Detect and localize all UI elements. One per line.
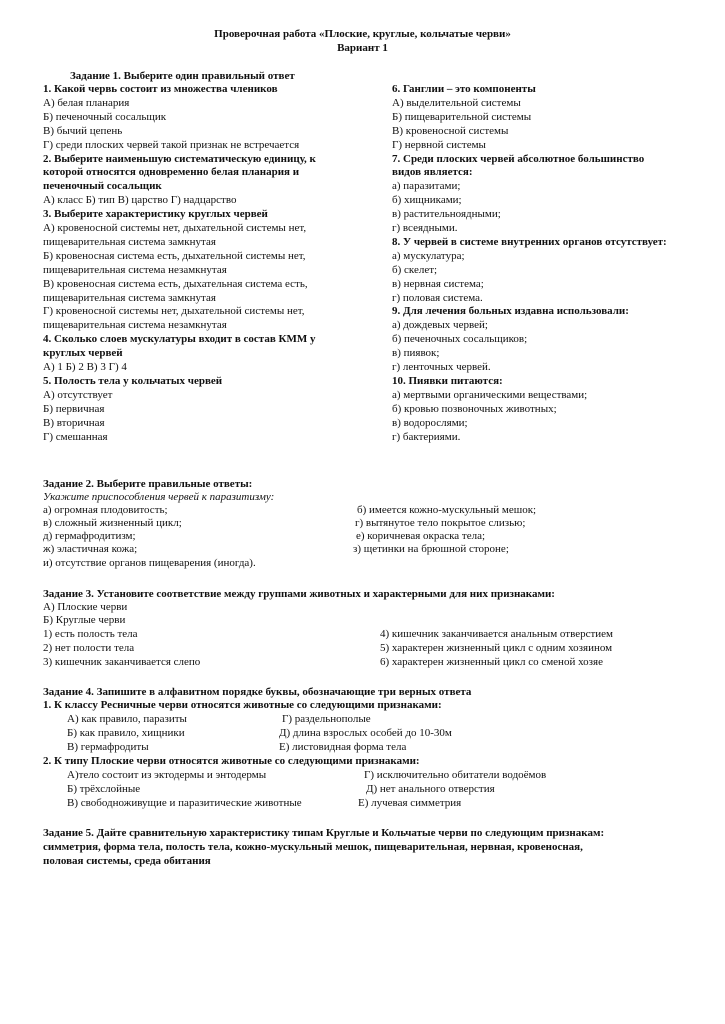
task4-heading: Задание 4. Запишите в алфавитном порядке буквы, обозначающие три верных ответа [43, 686, 472, 698]
task1-left-line: А) отсутствует [43, 388, 113, 401]
task1-right-line: г) бактериями. [392, 430, 461, 443]
variant-label: Вариант 1 [337, 42, 388, 54]
task1-left-line: пищеварительная система незамкнутая [43, 319, 227, 332]
task1-left-line: Б) кровеносная система есть, дыхательной системы нет, [43, 249, 306, 262]
task1-right-line: 10. Пиявки питаются: [392, 374, 503, 387]
task2-subheading: Укажите приспособления червей к паразитизму: [43, 491, 275, 503]
task1-right-line: Б) пищеварительной системы [392, 110, 532, 123]
task3-feature-2: 2) нет полости тела [43, 642, 135, 654]
task2-option-b: б) имеется кожно-мускульный мешок; [357, 504, 537, 516]
task1-left-line: В) вторичная [43, 416, 105, 429]
task1-left-line: 3. Выберите характеристику круглых червей [43, 208, 268, 221]
task3-heading: Задание 3. Установите соответствие между группами животных и характерными для них признаками: [43, 588, 555, 600]
task4-q1-option-d: Д) длина взрослых особей до 10-30м [279, 727, 452, 739]
task1-left-line: А) класс Б) тип В) царство Г) надцарство [43, 194, 237, 207]
task4-q1-option-b: Б) как правило, хищники [67, 727, 185, 739]
task1-left-line: А) белая планария [43, 96, 130, 109]
task3-feature-6: 6) характерен жизненный цикл со сменой хозяе [380, 656, 603, 668]
task1-right-line: 6. Ганглии – это компоненты [392, 83, 536, 95]
task1-right-line: в) пиявок; [392, 347, 440, 360]
task1-right-line: б) скелет; [392, 263, 438, 276]
task1-left-line: 2. Выберите наименьшую систематическую единицу, к [43, 152, 316, 165]
task1-left-line: круглых червей [43, 347, 123, 360]
task1-right-line: г) ленточных червей. [392, 361, 491, 373]
task3-group-b: Б) Круглые черви [43, 614, 126, 626]
task1-right-line: 9. Для лечения больных издавна использовали: [392, 305, 629, 318]
task1-right-line: а) мертвыми органическими веществами; [392, 388, 588, 401]
task2-option-z: з) щетинки на брюшной стороне; [353, 543, 509, 555]
task1-right-line: Г) нервной системы [392, 138, 486, 151]
task4-q2-option-d: Д) нет анального отверстия [366, 783, 495, 795]
task1-left-line: Г) среди плоских червей такой признак не встречается [43, 138, 300, 151]
task4-q2-option-e: Е) лучевая симметрия [358, 797, 462, 809]
task4-q1-option-g: Г) раздельнополые [282, 713, 371, 725]
task4-q2-option-b: Б) трёхслойные [67, 783, 141, 795]
task1-left-line: Б) первичная [43, 402, 105, 415]
task1-right-line: б) кровью позвоночных животных; [392, 402, 557, 415]
task2-option-e: е) коричневая окраска тела; [356, 530, 486, 542]
task3-feature-3: 3) кишечник заканчивается слепо [43, 656, 201, 668]
task1-left-line: 4. Сколько слоев мускулатуры входит в состав КММ у [43, 333, 316, 346]
task5-line-3: половая системы, среда обитания [43, 855, 211, 867]
task2-option-d: д) гермафродитизм; [43, 530, 136, 542]
task3-feature-1: 1) есть полость тела [43, 628, 138, 640]
task1-left-line: В) бычий цепень [43, 124, 123, 137]
task4-q2-option-a: А)тело состоит из эктодермы и энтодермы [67, 769, 267, 781]
task1-right-line: а) мускулатура; [392, 249, 465, 262]
task1-right-line: в) нервная система; [392, 277, 484, 290]
task1-right-line: г) всеядными. [392, 222, 458, 234]
task5-heading: Задание 5. Дайте сравнительную характеристику типам Круглые и Кольчатые черви по следующим признакам: [43, 827, 605, 839]
task1-left-line: Б) печеночный сосальщик [43, 110, 167, 123]
task1-right-line: б) хищниками; [392, 194, 462, 207]
task1-right-line: а) паразитами; [392, 180, 461, 193]
task1-right-line: В) кровеносной системы [392, 124, 509, 137]
task1-left-line: Г) кровеносной системы нет, дыхательной системы нет, [43, 305, 305, 318]
task1-right-line: видов является: [392, 166, 473, 179]
task1-left-line: 5. Полость тела у кольчатых червей [43, 374, 223, 387]
task1-left-line: печеночный сосальщик [43, 180, 162, 193]
task1-left-line: пищеварительная система замкнутая [43, 235, 216, 248]
task2-option-v: в) сложный жизненный цикл; [43, 517, 182, 529]
task1-right-line: а) дождевых червей; [392, 319, 488, 332]
task3-group-a: А) Плоские черви [43, 601, 128, 613]
task4-q1-option-e: Е) листовидная форма тела [279, 741, 407, 753]
task1-left-line: Г) смешанная [43, 430, 108, 443]
task1-left-line: А) 1 Б) 2 В) 3 Г) 4 [43, 361, 127, 373]
task3-feature-5: 5) характерен жизненный цикл с одним хозяином [380, 642, 613, 654]
task3-feature-4: 4) кишечник заканчивается анальным отверстием [380, 628, 613, 640]
task1-left-line: пищеварительная система замкнутая [43, 291, 216, 304]
task4-q2-option-v: В) свободноживущие и паразитические животные [67, 797, 302, 809]
task4-q1-option-v: В) гермафродиты [67, 741, 149, 753]
task2-option-g: г) вытянутое тело покрытое слизью; [355, 517, 526, 529]
task1-heading: Задание 1. Выберите один правильный ответ [70, 70, 295, 82]
task4-q1-title: 1. К классу Ресничные черви относятся животные со следующими признаками: [43, 699, 442, 711]
task1-right-line: в) водорослями; [392, 416, 468, 429]
task1-left-line: которой относятся одновременно белая планария и [43, 166, 300, 179]
task1-left-line: пищеварительная система незамкнутая [43, 263, 227, 276]
task1-right-line: А) выделительной системы [392, 96, 521, 109]
task1-left-line: А) кровеносной системы нет, дыхательной системы нет, [43, 222, 307, 234]
task1-right-line: б) печеночных сосальщиков; [392, 333, 528, 346]
task2-heading: Задание 2. Выберите правильные ответы: [43, 478, 253, 490]
page-title: Проверочная работа «Плоские, круглые, кольчатые черви» [214, 28, 511, 40]
task2-option-i: и) отсутствие органов пищеварения (иногда). [43, 557, 256, 569]
task1-right-line: 7. Среди плоских червей абсолютное большинство [392, 152, 645, 165]
task4-q2-title: 2. К типу Плоские черви относятся животные со следующими признаками: [43, 755, 420, 767]
task2-option-a: а) огромная плодовитость; [43, 504, 168, 516]
task2-option-zh: ж) эластичная кожа; [43, 543, 138, 555]
task1-right-line: г) половая система. [392, 291, 483, 304]
task1-right-line: в) растительноядными; [392, 208, 501, 221]
task5-line-2: симметрия, форма тела, полость тела, кожно-мускульный мешок, пищеварительная, нервная, кровеносная, [43, 841, 583, 853]
task1-left-line: 1. Какой червь состоит из множества члеников [43, 83, 278, 95]
task1-left-line: В) кровеносная система есть, дыхательная система есть, [43, 277, 308, 290]
task4-q2-option-g: Г) исключительно обитатели водоёмов [364, 769, 547, 781]
task4-q1-option-a: А) как правило, паразиты [67, 713, 187, 725]
task1-right-line: 8. У червей в системе внутренних органов отсутствует: [392, 235, 667, 248]
